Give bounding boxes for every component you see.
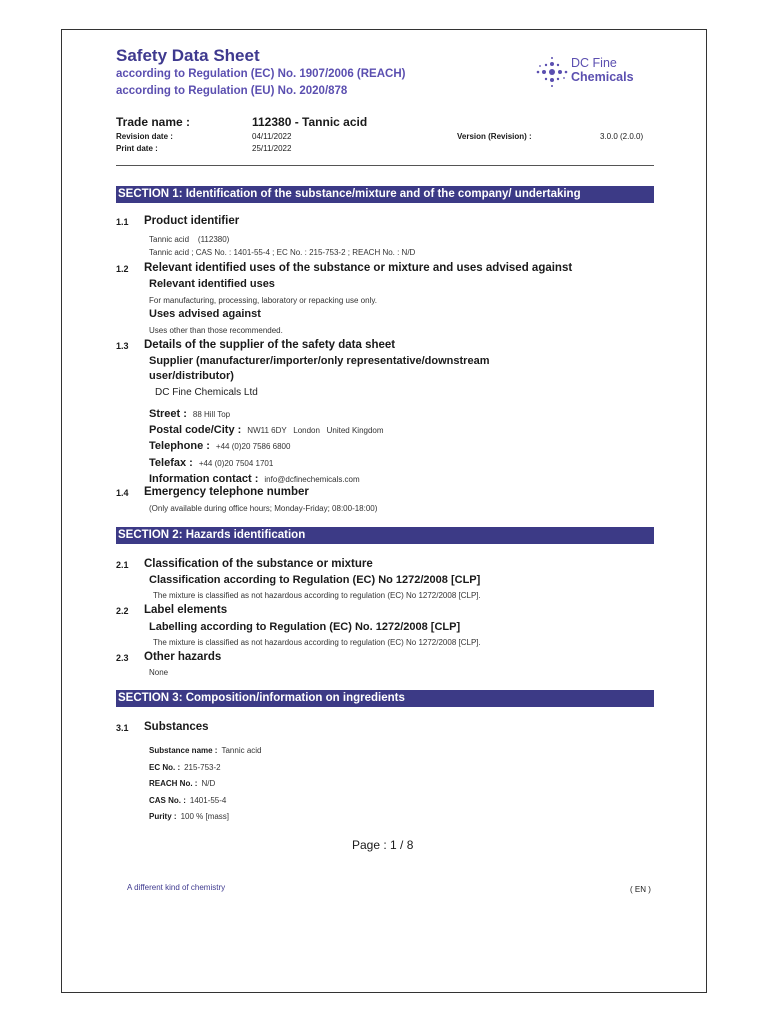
document-title: Safety Data Sheet	[116, 46, 260, 65]
info-contact-row	[149, 469, 360, 487]
telephone-label: Telephone :	[149, 440, 210, 452]
s12-title: Relevant identified uses of the substance or mixture and uses advised against	[144, 262, 573, 274]
s21-text: The mixture is classified as not hazardous according to regulation (EC) No 1272/2008 [CLP].	[153, 591, 481, 600]
street-label: Street :	[149, 408, 187, 420]
trade-name-value: 112380 - Tannic acid	[252, 115, 368, 129]
logo-text-line1: DC Fine	[571, 56, 617, 70]
s11-number: 1.1	[116, 217, 129, 227]
substance-name-value: Tannic acid	[221, 746, 262, 755]
telefax-value: +44 (0)20 7504 1701	[198, 459, 274, 468]
s12-sub2: Uses advised against	[149, 308, 261, 320]
s23-title: Other hazards	[144, 651, 222, 663]
s22-sub: Labelling according to Regulation (EC) No. 1272/2008 [CLP]	[149, 621, 461, 633]
postal-label: Postal code/City :	[149, 424, 242, 436]
cas-label: CAS No. :	[149, 796, 186, 805]
header-divider	[116, 165, 654, 166]
purity-row	[149, 806, 229, 824]
s12-text1: For manufacturing, processing, laboratory or repacking use only.	[149, 296, 377, 305]
substance-name-label: Substance name :	[149, 746, 218, 755]
section-1-header: SECTION 1: Identification of the substance/mixture and of the company/ undertaking	[116, 186, 654, 203]
print-date-value: 25/11/2022	[252, 144, 292, 153]
purity-value: 100 % [mass]	[180, 812, 230, 821]
reach-row	[149, 773, 215, 791]
revision-date-label: Revision date :	[116, 132, 173, 141]
regulation-reach: according to Regulation (EC) No. 1907/2006 (REACH)	[116, 68, 406, 80]
s31-title: Substances	[144, 721, 209, 733]
footer-tagline: A different kind of chemistry	[127, 883, 226, 892]
version-value: 3.0.0 (2.0.0)	[600, 132, 644, 141]
trade-name-label: Trade name :	[116, 115, 191, 129]
revision-date-value: 04/11/2022	[252, 132, 292, 141]
section-2-header: SECTION 2: Hazards identification	[116, 527, 654, 544]
substance-name-row	[149, 740, 262, 758]
version-label: Version (Revision) :	[457, 132, 532, 141]
supplier-name: DC Fine Chemicals Ltd	[155, 387, 258, 398]
info-contact-label: Information contact :	[149, 473, 259, 485]
reach-value: N/D	[201, 779, 216, 788]
s11-title: Product identifier	[144, 215, 240, 227]
s14-text: (Only available during office hours; Monday-Friday; 08:00-18:00)	[149, 504, 378, 513]
s21-sub: Classification according to Regulation (EC) No 1272/2008 [CLP]	[149, 574, 481, 586]
s13-number: 1.3	[116, 341, 129, 351]
section-3-header: SECTION 3: Composition/information on ingredients	[116, 690, 654, 707]
print-date-label: Print date :	[116, 144, 158, 153]
s13-title: Details of the supplier of the safety data sheet	[144, 339, 396, 351]
s14-number: 1.4	[116, 488, 129, 498]
telephone-row	[149, 436, 290, 454]
s12-number: 1.2	[116, 264, 129, 274]
s13-sub-line1: Supplier (manufacturer/importer/only representative/downstream	[149, 355, 490, 367]
ec-label: EC No. :	[149, 763, 181, 772]
purity-label: Purity :	[149, 812, 177, 821]
street-value: 88 Hill Top	[192, 410, 231, 419]
s23-number: 2.3	[116, 653, 129, 663]
logo-text-line2: Chemicals	[571, 70, 634, 84]
s13-sub-line2: user/distributor)	[149, 370, 234, 382]
s12-sub1: Relevant identified uses	[149, 278, 275, 290]
molecule-icon	[534, 56, 570, 88]
ec-value: 215-753-2	[184, 763, 221, 772]
s22-title: Label elements	[144, 604, 228, 616]
company-logo	[534, 54, 644, 90]
s21-number: 2.1	[116, 560, 129, 570]
s11-line2: Tannic acid ; CAS No. : 1401-55-4 ; EC No. : 215-753-2 ; REACH No. : N/D	[149, 248, 416, 257]
s23-text: None	[149, 668, 169, 677]
s12-text2: Uses other than those recommended.	[149, 326, 283, 335]
s11-line1: Tannic acid (112380)	[149, 235, 230, 244]
cas-value: 1401-55-4	[189, 796, 227, 805]
regulation-eu: according to Regulation (EU) No. 2020/878	[116, 85, 348, 97]
s14-title: Emergency telephone number	[144, 486, 309, 498]
telephone-value: +44 (0)20 7586 6800	[215, 442, 291, 451]
info-contact-value: info@dcfinechemicals.com	[264, 475, 360, 484]
s22-number: 2.2	[116, 606, 129, 616]
postal-value: NW11 6DY London United Kingdom	[247, 426, 384, 435]
s31-number: 3.1	[116, 723, 129, 733]
s21-title: Classification of the substance or mixture	[144, 558, 373, 570]
language-indicator: ( EN )	[630, 885, 651, 894]
s22-text: The mixture is classified as not hazardous according to regulation (EC) No 1272/2008 [CLP].	[153, 638, 481, 647]
telefax-label: Telefax :	[149, 457, 193, 469]
page-number: Page : 1 / 8	[352, 838, 414, 852]
reach-label: REACH No. :	[149, 779, 198, 788]
